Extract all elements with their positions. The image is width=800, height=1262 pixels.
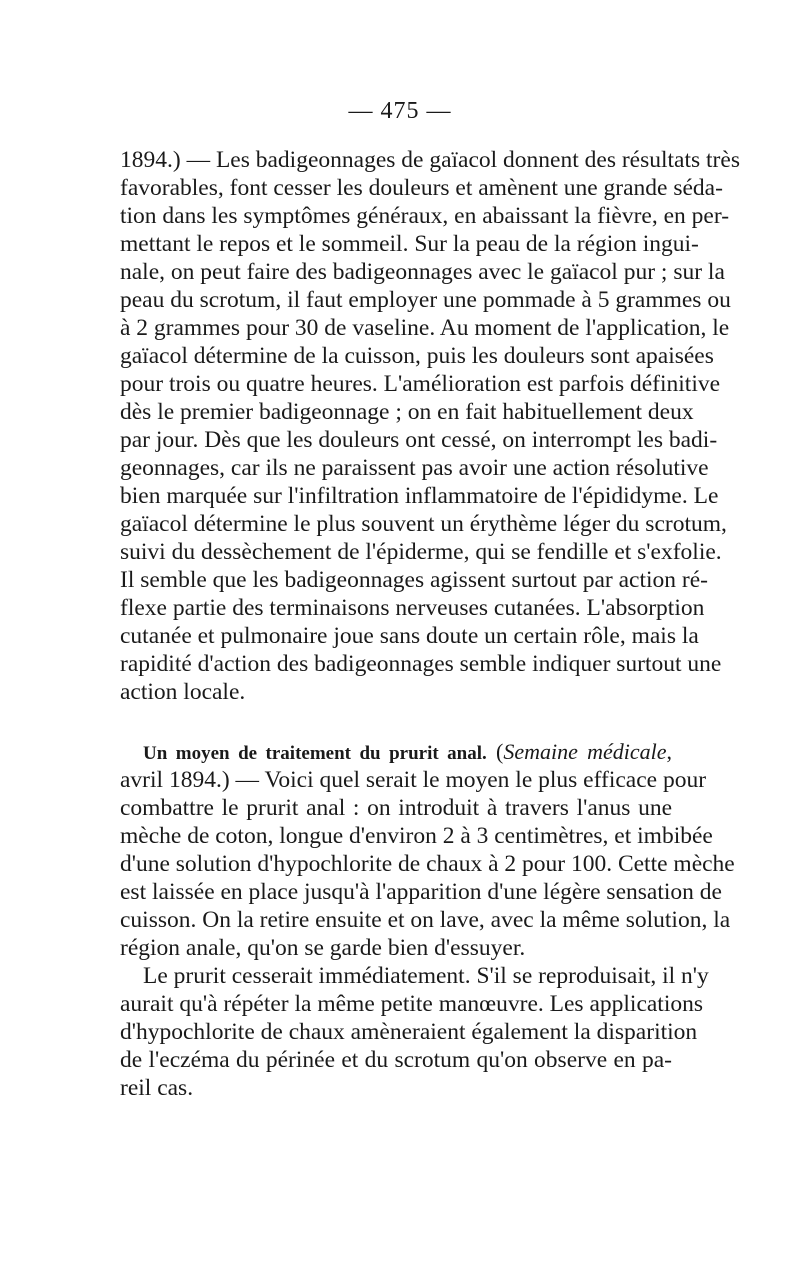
text-line: tion dans les symptômes généraux, en abaissant la fièvre, en per- <box>120 203 730 229</box>
text-line: d'une solution d'hypochlorite de chaux à 2 pour 100. Cette mèche <box>120 851 735 877</box>
text-line: cutanée et pulmonaire joue sans doute un certain rôle, mais la <box>120 623 699 649</box>
text-line: région anale, qu'on se garde bien d'essuyer. <box>120 935 526 961</box>
text-line: peau du scrotum, il faut employer une pommade à 5 grammes ou <box>120 287 731 313</box>
text-line: de l'eczéma du périnée et du scrotum qu'on observe en pa- <box>120 1047 672 1073</box>
text-line: geonnages, car ils ne paraissent pas avoir une action résolutive <box>120 455 709 481</box>
text-line: Le prurit cesserait immédiatement. S'il se reproduisait, il n'y <box>143 963 709 989</box>
article-heading-line <box>143 738 672 768</box>
article-source: Semaine médicale <box>503 739 667 764</box>
text-line: aurait qu'à répéter la même petite manœuvre. Les applications <box>120 991 704 1017</box>
text-line: gaïacol détermine de la cuisson, puis les douleurs sont apaisées <box>120 343 714 369</box>
text-line: pour trois ou quatre heures. L'amélioration est parfois définitive <box>120 371 721 397</box>
text-line: flexe partie des terminaisons nerveuses cutanées. L'absorption <box>120 595 705 621</box>
text-line: 1894.) — Les badigeonnages de gaïacol donnent des résultats très <box>120 147 740 173</box>
text-line: mèche de coton, longue d'environ 2 à 3 centimètres, et imbibée <box>120 823 713 849</box>
text-line: reil cas. <box>120 1075 194 1101</box>
text-line: d'hypochlorite de chaux amèneraient également la disparition <box>120 1019 698 1045</box>
text-line: bien marquée sur l'infiltration inflammatoire de l'épididyme. Le <box>120 483 719 509</box>
text-line: nale, on peut faire des badigeonnages avec le gaïacol pur ; sur la <box>120 259 725 285</box>
source-comma: , <box>666 739 673 764</box>
article-title: Un moyen de traitement du prurit anal. <box>143 743 487 764</box>
text-line: dès le premier badigeonnage ; on en fait habituellement deux <box>120 399 694 425</box>
text-line: suivi du dessèchement de l'épiderme, qui se fendille et s'exfolie. <box>120 539 722 565</box>
text-line: Il semble que les badigeonnages agissent surtout par action ré- <box>120 567 708 593</box>
text-line: combattre le prurit anal : on introduit à travers l'anus une <box>120 795 672 821</box>
text-line: favorables, font cesser les douleurs et amènent une grande séda- <box>120 175 723 201</box>
text-line: mettant le repos et le sommeil. Sur la peau de la région ingui- <box>120 231 699 257</box>
text-line: par jour. Dès que les douleurs ont cessé, on interrompt les badi- <box>120 427 718 453</box>
page-number: — 475 — <box>348 98 452 124</box>
text-line: rapidité d'action des badigeonnages semble indiquer surtout une <box>120 651 722 677</box>
text-line: à 2 grammes pour 30 de vaseline. Au moment de l'application, le <box>120 315 730 341</box>
text-line: est laissée en place jusqu'à l'apparition d'une légère sensation de <box>120 879 722 905</box>
text-line: cuisson. On la retire ensuite et on lave, avec la même solution, la <box>120 907 731 933</box>
text-line: action locale. <box>120 679 246 705</box>
text-line: gaïacol détermine le plus souvent un érythème léger du scrotum, <box>120 511 727 537</box>
source-open-paren: ( <box>496 739 504 764</box>
text-line: avril 1894.) — Voici quel serait le moyen le plus efficace pour <box>120 767 707 793</box>
